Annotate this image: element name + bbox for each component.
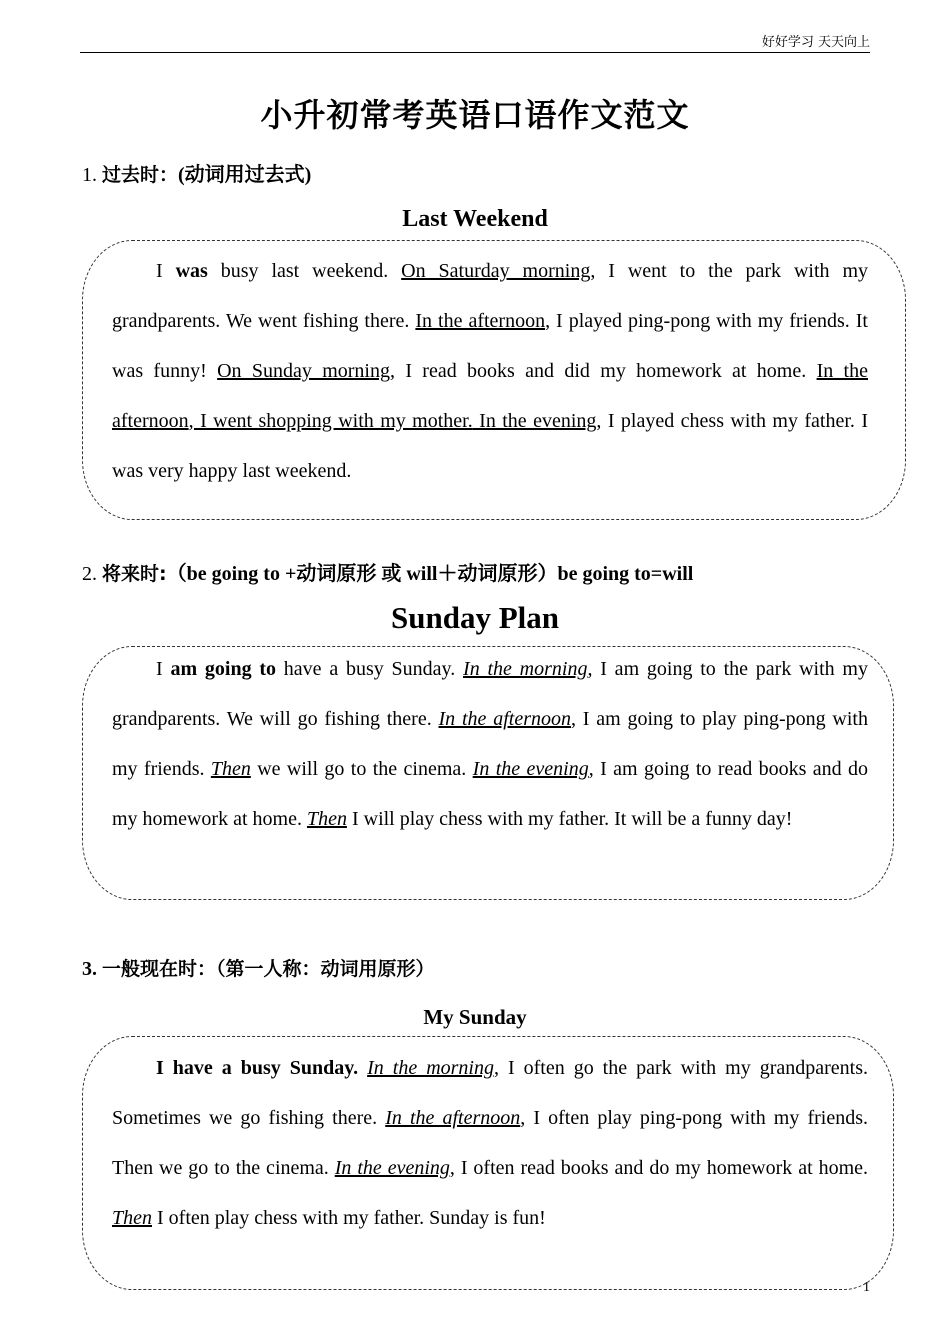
essay-paragraph: I was busy last weekend. On Saturday morning, I went to the park with my grandparents. We went fishing there. In the afternoon, I played ping-pong with my friends. It was funny! On Sunday morning, I read books and did my homework at home. In the afternoon, I went shopping with my mother. In the evening, I played chess with my father. I was very happy last weekend. — [112, 260, 868, 482]
essay-title: My Sunday — [423, 1005, 527, 1029]
section-3-heading — [82, 954, 435, 981]
section-heading-cjk: 过去时： — [102, 164, 179, 186]
section-heading-cjk: 一般现在时： — [102, 958, 217, 980]
section-number: 1. — [82, 164, 97, 186]
section-number: 2. — [82, 563, 97, 585]
essay-paragraph: I have a busy Sunday. In the morning, I often go the park with my grandparents. Sometimes we go fishing there. In the afternoon, I often play ping-pong with my friends. Then we go to the cinema. In the evening, I often read books and do my homework at home. Then I often play chess with my father. Sunday is fun! — [112, 1057, 869, 1229]
page-number: 1 — [863, 1280, 870, 1295]
page-title: 小升初常考英语口语作文范文 — [260, 96, 690, 134]
header-motto: 好好学习 天天向上 — [761, 35, 870, 50]
section-heading-cjk: 将来时: — [102, 563, 167, 585]
section-2-heading — [82, 557, 693, 586]
header-rule — [80, 52, 870, 53]
essay-title: Sunday Plan — [390, 600, 559, 635]
essay-title: Last Weekend — [402, 206, 548, 232]
section-heading-note: （be going to +动词原形 或 will＋动词原形）be going to=will — [166, 563, 694, 585]
section-1-heading — [82, 158, 311, 187]
section-heading-note: （第一人称：动词用原形） — [216, 958, 435, 980]
section-number: 3. — [82, 958, 97, 980]
section-heading-note: (动词用过去式) — [178, 164, 312, 186]
essay-paragraph: I am going to have a busy Sunday. In the morning, I am going to the park with my grandparents. We will go fishing there. In the afternoon, I am going to play ping-pong with my friends. Then we will go to the cinema. In the evening, I am going to read books and do my homework at home. Then I will play chess with my father. It will be a funny day! — [112, 658, 869, 830]
